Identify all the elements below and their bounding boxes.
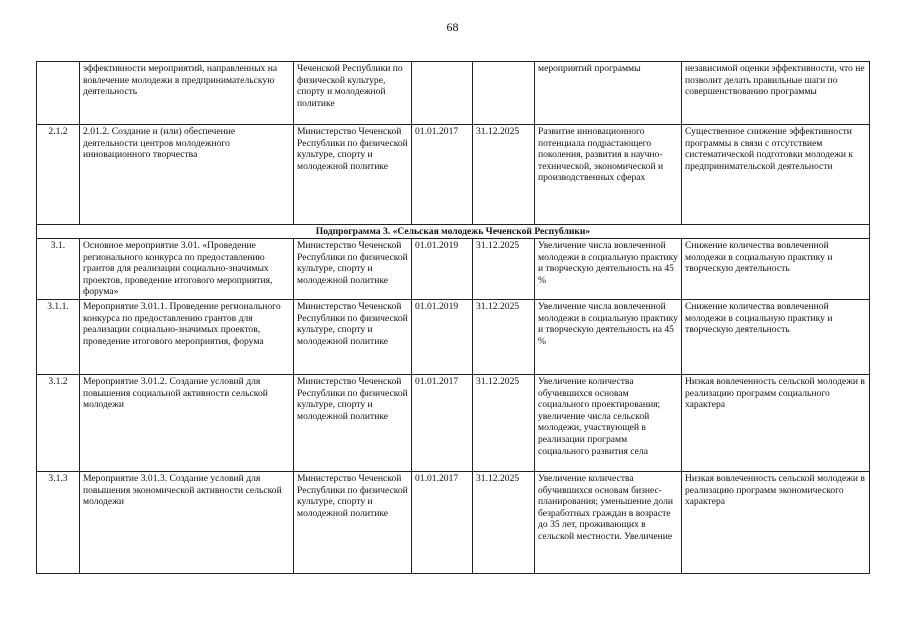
start-date: 01.01.2019	[412, 239, 473, 300]
table-row	[37, 62, 870, 125]
executor: Министерство Чеченской Республики по физической культуре, спорту и молодежной политике	[294, 300, 412, 375]
executor: Министерство Чеченской Республики по физической культуре, спорту и молодежной политике	[294, 472, 412, 574]
start-date: 01.01.2017	[412, 472, 473, 574]
end-date: 31.12.2025	[473, 125, 535, 225]
executor: Министерство Чеченской Республики по физической культуре, спорту и молодежной политике	[294, 125, 412, 225]
row-number	[37, 62, 80, 125]
end-date: 31.12.2025	[473, 239, 535, 300]
consequence: независимой оценки эффективности, что не позволит делать правильные шаги по совершенствованию программы	[682, 62, 870, 125]
expected-result: мероприятий программы	[535, 62, 682, 125]
executor: Чеченской Республики по физической культуре, спорту и молодежной политике	[294, 62, 412, 125]
consequence: Существенное снижение эффективности программы в связи с отсутствием систематической подготовки молодежи к предпринимательской деятельности	[682, 125, 870, 225]
expected-result: Развитие инновационного потенциала подрастающего поколения, развития в научно-технической, экономической и производственных сферах	[535, 125, 682, 225]
table-row	[37, 239, 870, 300]
consequence: Низкая вовлеченность сельской молодежи в реализацию программ социального характера	[682, 375, 870, 472]
subprogram-title: Подпрограмма 3. «Сельская молодежь Чеченской Республики»	[37, 225, 870, 239]
table-row	[37, 125, 870, 225]
table-row	[37, 375, 870, 472]
executor: Министерство Чеченской Республики по физической культуре, спорту и молодежной политике	[294, 375, 412, 472]
end-date: 31.12.2025	[473, 375, 535, 472]
end-date: 31.12.2025	[473, 472, 535, 574]
row-number: 2.1.2	[37, 125, 80, 225]
consequence: Снижение количества вовлеченной молодежи в социальную практику и творческую деятельность	[682, 300, 870, 375]
end-date	[473, 62, 535, 125]
expected-result: Увеличение числа вовлеченной молодежи в социальную практику и творческую деятельность на 45 %	[535, 239, 682, 300]
consequence: Снижение количества вовлеченной молодежи в социальную практику и творческую деятельность	[682, 239, 870, 300]
start-date: 01.01.2019	[412, 300, 473, 375]
measure-name: Основное мероприятие 3.01. «Проведение регионального конкурса по предоставлению грантов для реализации социально-значимых проектов, проведение итогового мероприятия, форума»	[80, 239, 294, 300]
measure-name: 2.01.2. Создание и (или) обеспечение деятельности центров молодежного инновационного творчества	[80, 125, 294, 225]
start-date: 01.01.2017	[412, 375, 473, 472]
executor: Министерство Чеченской Республики по физической культуре, спорту и молодежной политике	[294, 239, 412, 300]
row-number: 3.1.2	[37, 375, 80, 472]
row-number: 3.1.1.	[37, 300, 80, 375]
start-date: 01.01.2017	[412, 125, 473, 225]
expected-result: Увеличение числа вовлеченной молодежи в социальную практику и творческую деятельность на 45 %	[535, 300, 682, 375]
row-number: 3.1.	[37, 239, 80, 300]
measure-name: Мероприятие 3.01.2. Создание условий для повышения социальной активности сельской молодежи	[80, 375, 294, 472]
measure-name: Мероприятие 3.01.1. Проведение регионального конкурса по предоставлению грантов для реализации социально-значимых проектов, проведение итогового мероприятия, форума	[80, 300, 294, 375]
end-date: 31.12.2025	[473, 300, 535, 375]
row-number: 3.1.3	[37, 472, 80, 574]
measures-table	[36, 61, 870, 574]
measure-name: Мероприятие 3.01.3. Создание условий для повышения экономической активности сельской молодежи	[80, 472, 294, 574]
table-row	[37, 300, 870, 375]
table-row	[37, 472, 870, 574]
consequence: Низкая вовлеченность сельской молодежи в реализацию программ экономического характера	[682, 472, 870, 574]
expected-result: Увеличение количества обучившихся основам социального проектирования; увеличение числа сельской молодежи, участвующей в реализации программ социального развития села	[535, 375, 682, 472]
subprogram-row	[37, 225, 870, 239]
page-number: 68	[446, 20, 459, 34]
start-date	[412, 62, 473, 125]
measure-name: эффективности мероприятий, направленных на вовлечение молодежи в предпринимательскую деятельность	[80, 62, 294, 125]
expected-result: Увеличение количества обучившихся основам бизнес-планирования; уменьшение доли безработных граждан в возрасте до 35 лет, проживающих в сельской местности. Увеличение	[535, 472, 682, 574]
